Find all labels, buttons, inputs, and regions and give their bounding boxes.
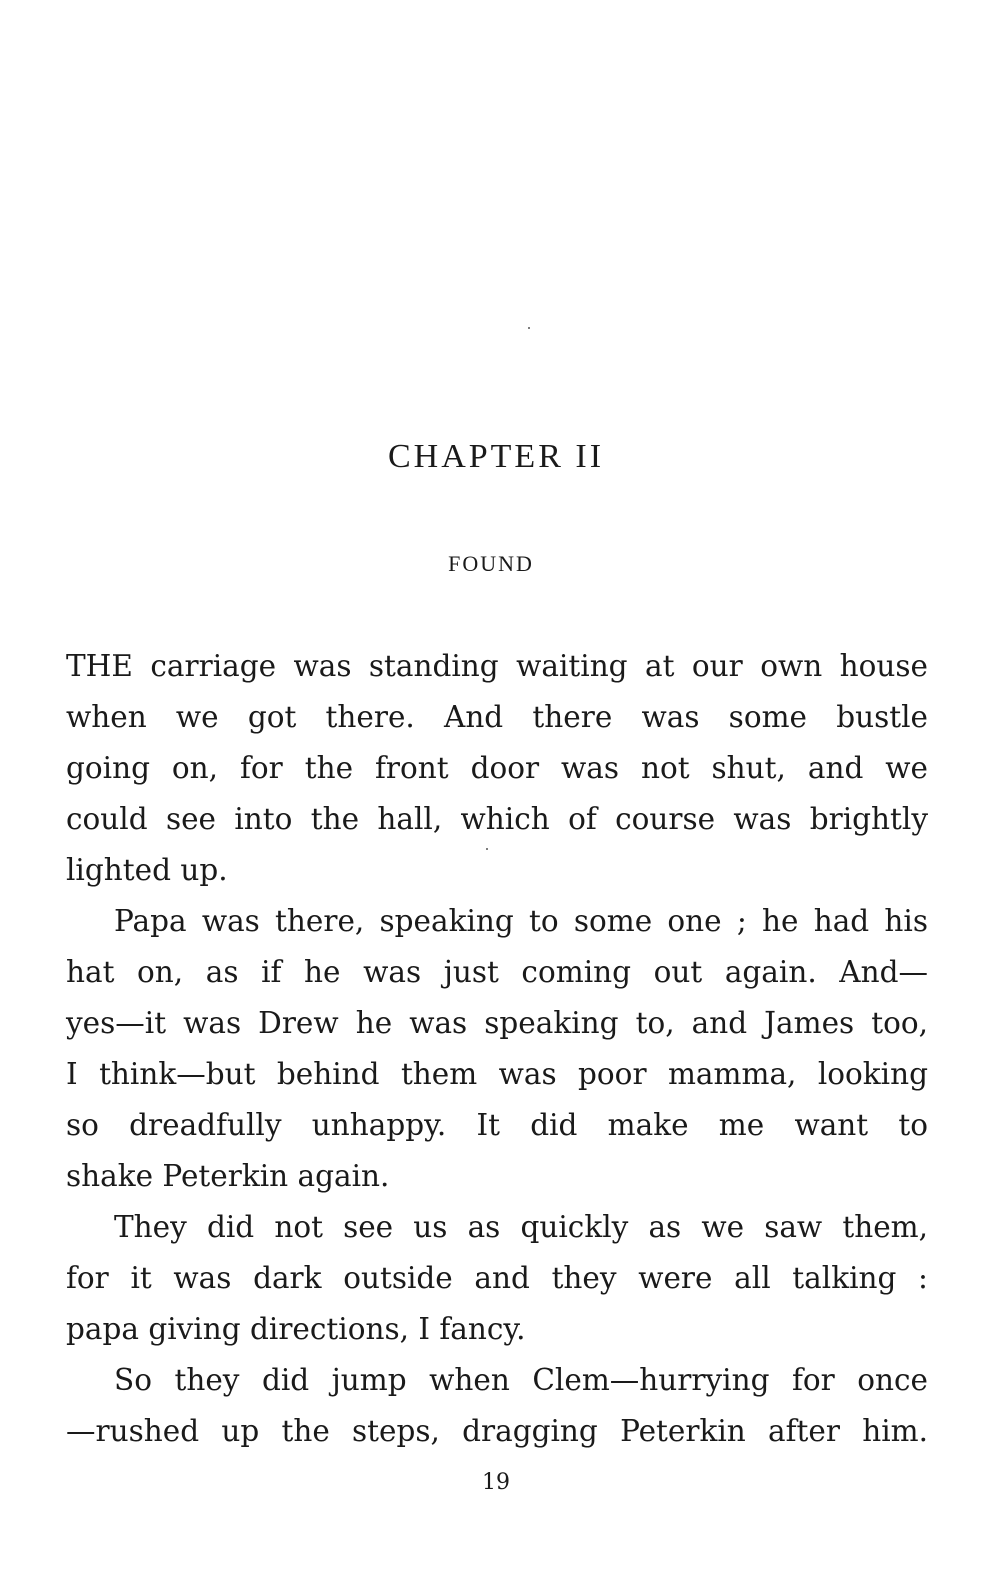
text-line: So they did jump when Clem—hurrying for once (114, 1363, 928, 1397)
text-line: shake Peterkin again. (66, 1159, 390, 1193)
text-line: yes—it was Drew he was speaking to, and James too, (66, 1006, 928, 1040)
text-line: when we got there. And there was some bustle (66, 700, 928, 734)
text-line: Papa was there, speaking to some one ; he had his (114, 904, 928, 938)
text-line: for it was dark outside and they were all talking : (66, 1261, 928, 1295)
text-line: THE carriage was standing waiting at our own house (66, 649, 928, 683)
text-line: hat on, as if he was just coming out again. And— (66, 955, 928, 989)
chapter-body (66, 641, 928, 1457)
text-line: could see into the hall, which of course was brightly (66, 802, 928, 836)
text-line: going on, for the front door was not shut, and we (66, 751, 928, 785)
text-line: papa giving directions, I fancy. (66, 1312, 526, 1346)
page-number: 19 (482, 1470, 510, 1495)
paper-speck (528, 327, 530, 329)
text-line: so dreadfully unhappy. It did make me want to (66, 1108, 928, 1142)
text-line: They did not see us as quickly as we saw them, (114, 1210, 928, 1244)
text-line: lighted up. (66, 853, 228, 887)
text-line: —rushed up the steps, dragging Peterkin after him. (66, 1414, 928, 1448)
chapter-title: CHAPTER II (387, 438, 605, 475)
chapter-subtitle: FOUND (448, 551, 534, 576)
text-line: I think—but behind them was poor mamma, looking (66, 1057, 928, 1091)
